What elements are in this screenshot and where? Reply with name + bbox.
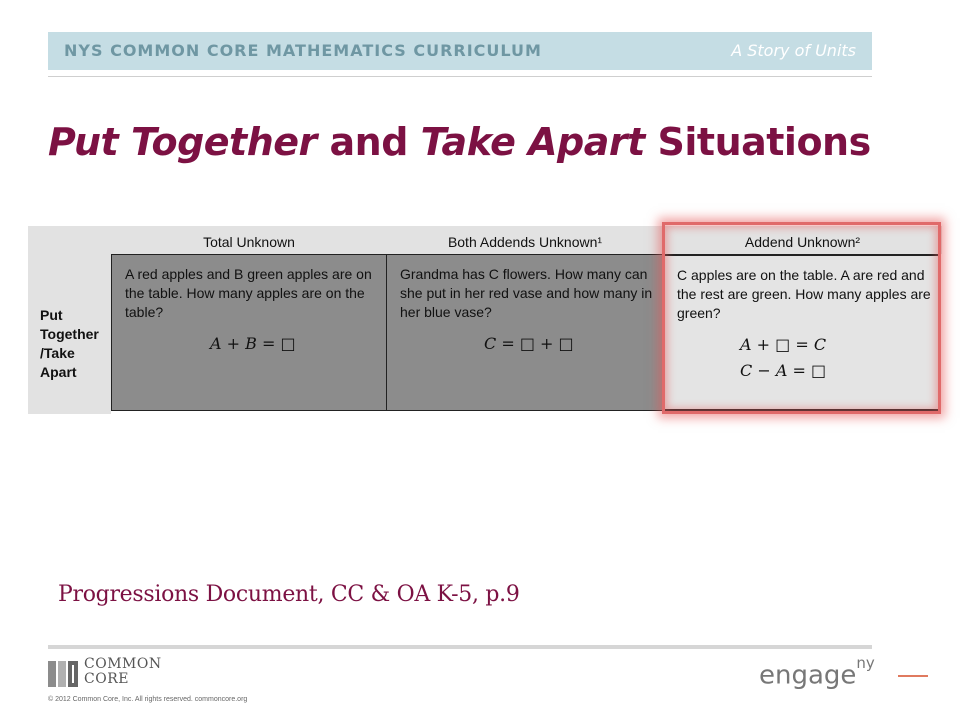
- engage-ny-superscript: ny: [856, 654, 875, 672]
- header-bar: [48, 32, 872, 70]
- page-title: [48, 120, 871, 164]
- wordmark-line: COMMON: [84, 656, 162, 672]
- engage-word: engage: [759, 660, 857, 691]
- equation: C − A = □: [740, 361, 827, 380]
- col-header-both-addends-unknown: Both Addends Unknown¹: [447, 234, 603, 250]
- row-label-line: Together: [40, 326, 99, 342]
- addend-unknown-highlight: [662, 222, 941, 414]
- title-and: and: [316, 120, 421, 164]
- col-header-addend-unknown: Addend Unknown²: [744, 234, 861, 250]
- equation: A + B = □: [210, 334, 296, 353]
- common-core-logo-icon: [48, 661, 78, 687]
- citation: Progressions Document, CC & OA K-5, p.9: [58, 582, 520, 607]
- col-header-total-unknown: Total Unknown: [203, 234, 295, 250]
- title-take-apart: Take Apart: [420, 120, 645, 164]
- row-label-line: Apart: [40, 364, 77, 380]
- row-label: [40, 306, 99, 382]
- row-label-line: Put: [40, 307, 63, 323]
- title-situations: Situations: [644, 120, 871, 164]
- row-label-line: /Take: [40, 345, 75, 361]
- problem-text: Grandma has C flowers. How many can she put in her red vase and how many in her blue vase?: [400, 266, 653, 320]
- title-put-together: Put Together: [48, 120, 317, 164]
- cell-both-addends-unknown: [386, 254, 663, 411]
- equation: C = □ + □: [484, 334, 574, 353]
- problem-text: C apples are on the table. A are red and the rest are green. How many apples are green?: [677, 267, 931, 321]
- equation: A + □ = C: [740, 335, 827, 354]
- header-divider: [48, 76, 872, 77]
- series-label: A Story of Units: [731, 41, 856, 60]
- footer-divider: [48, 645, 872, 649]
- cell-total-unknown: [111, 254, 387, 411]
- accent-line: [898, 675, 928, 677]
- row-header-cell: [28, 226, 111, 414]
- common-core-wordmark: [84, 657, 162, 687]
- copyright-notice: © 2012 Common Core, Inc. All rights reserved. commoncore.org: [48, 696, 248, 703]
- curriculum-label: NYS COMMON CORE MATHEMATICS CURRICULUM: [64, 41, 542, 60]
- wordmark-line: CORE: [84, 671, 129, 687]
- engage-ny-logo: [759, 654, 875, 691]
- problem-text: A red apples and B green apples are on the table. How many apples are on the table?: [125, 266, 372, 320]
